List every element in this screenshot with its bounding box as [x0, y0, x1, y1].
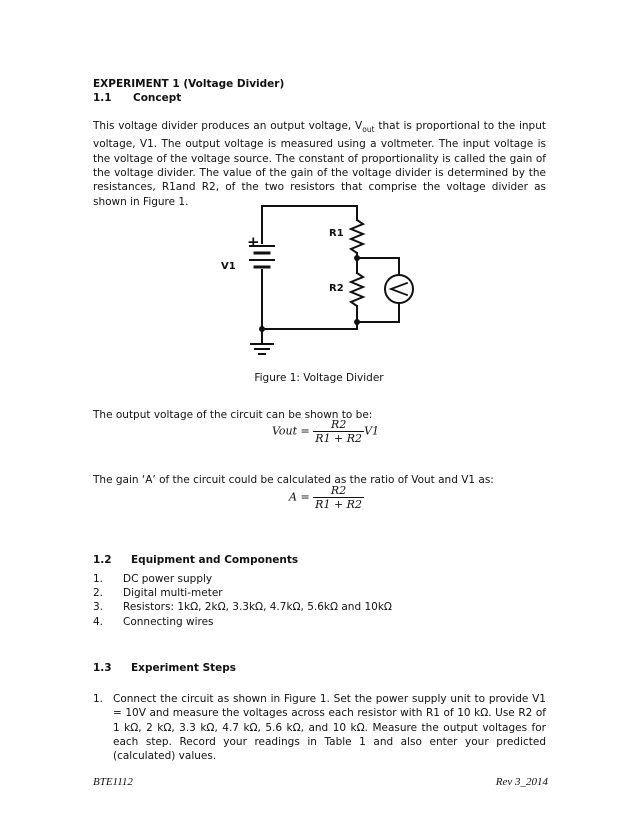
concept-paragraph: This voltage divider produces an output voltage, $V_{out}$ that is proportional to the input voltage, V1. The output voltage is measured using a voltmeter. The input voltage is the voltage of the voltage source. The constant of proportionality is called the gain of the voltage divider. The value of the gain of the voltage divider is determined by the resistances, R1and R2, of the two resistors that comprise the voltage divider as shown in Figure 1. [93, 120, 546, 208]
section-heading-equipment: 1.2 Equipment and Components [93, 554, 299, 566]
footer-revision: Rev 3_2014 [495, 776, 548, 788]
experiment-title: EXPERIMENT 1 (Voltage Divider) [93, 78, 285, 90]
section-heading-concept [93, 91, 293, 106]
footer-course-code: BTE1112 [93, 776, 133, 788]
list-item: 3. Resistors: 1kΩ, 2kΩ, 3.3kΩ, 4.7kΩ, 5.6kΩ and 10kΩ [93, 601, 392, 613]
section-heading-steps: 1.3 Experiment Steps [93, 662, 237, 674]
list-item: 1. DC power supply [93, 573, 213, 585]
r2-label: R2 [329, 283, 344, 294]
list-item: 4. Connecting wires [93, 616, 214, 628]
voltage-divider-circuit [200, 196, 420, 366]
gain-intro: The gain ‘A’ of the circuit could be calculated as the ratio of Vout and V1 as: [93, 474, 494, 486]
v1-label: V1 [221, 261, 236, 272]
step-item: 1. Connect the circuit as shown in Figure 1. Set the power supply unit to provide V1 = 10V and measure the voltages across each resistor with R1 of 10 kΩ. Use R2 of 1 kΩ, 2 kΩ, 3.3 kΩ, 4.7 kΩ, 5.6 kΩ, and 10 kΩ. Measure the output voltages for each step. Record your readings in Table 1 and also enter your predicted (calculated) values. [93, 693, 546, 763]
figure-caption: Figure 1: Voltage Divider [254, 372, 384, 384]
plus-sign: + [247, 233, 260, 251]
section-title: Concept [133, 92, 182, 104]
r1-label: R1 [329, 228, 344, 239]
equation-gain: A = $\frac{R2}{R1 + R2}$ [289, 484, 362, 511]
section-number: 1.1 [93, 92, 112, 104]
list-item: 2. Digital multi-meter [93, 587, 223, 599]
equation-vout: Vout = $\frac{R2}{R1 + R2}$ V1 [272, 418, 380, 445]
output-intro: The output voltage of the circuit can be shown to be: [93, 409, 373, 421]
